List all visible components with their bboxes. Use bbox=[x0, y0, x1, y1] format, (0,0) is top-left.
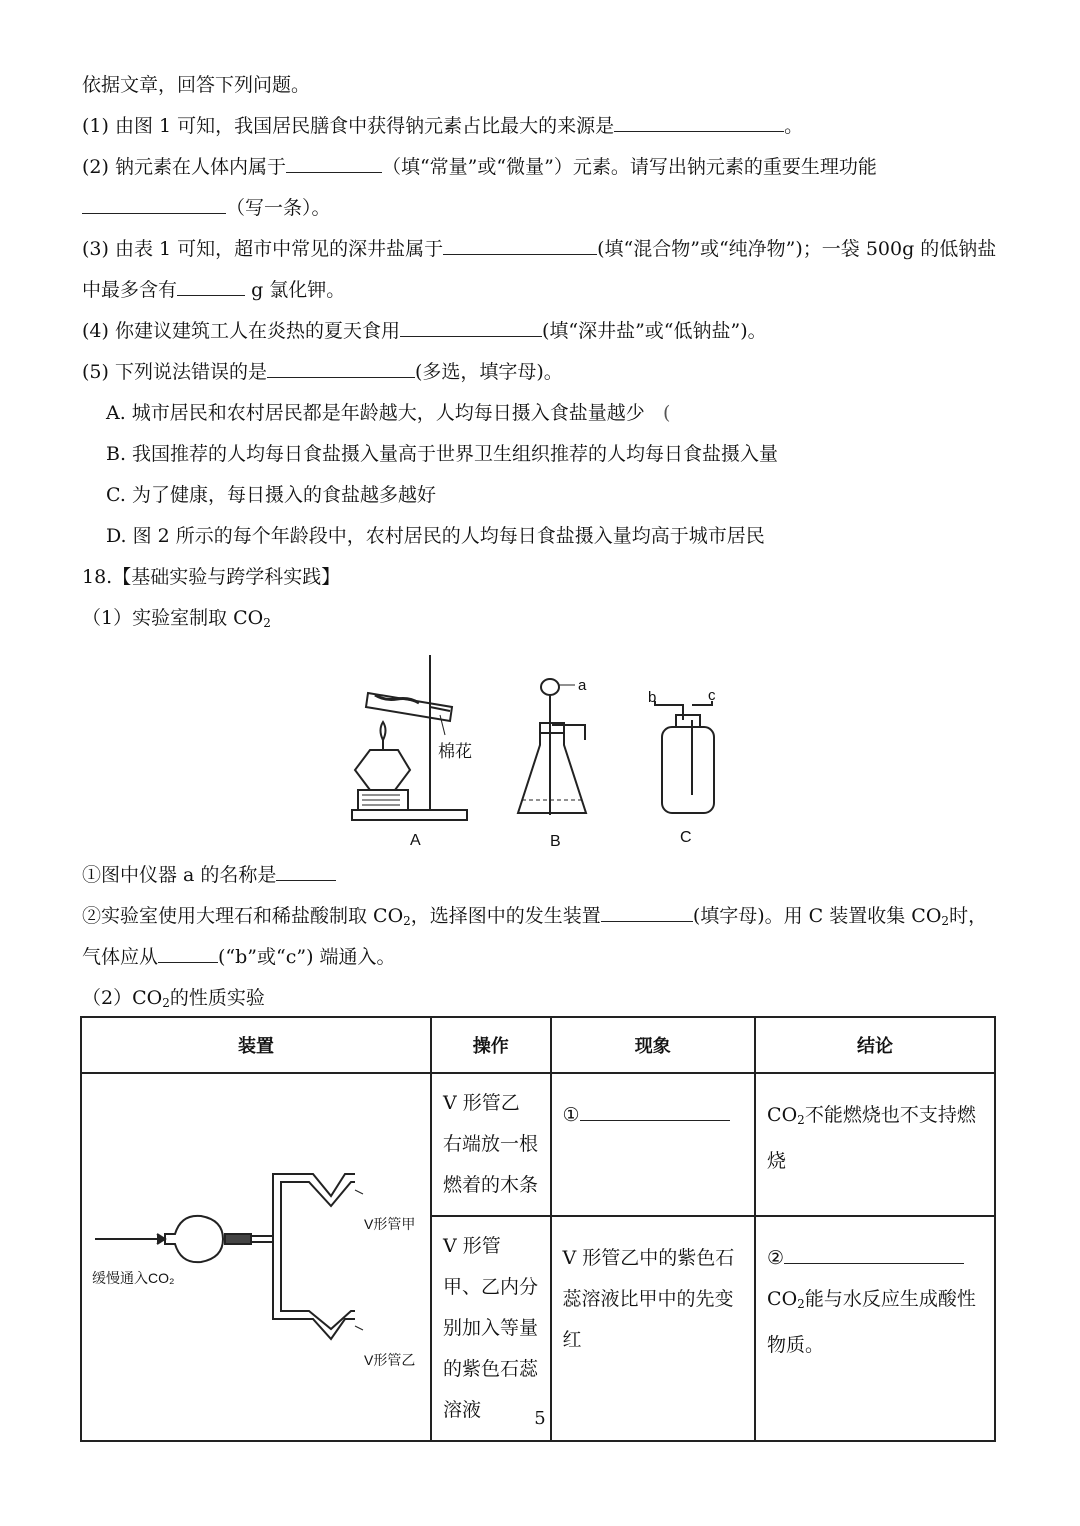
label-b: B bbox=[550, 833, 561, 850]
question-5: (5) 下列说法错误的是 (多选，填字母)。 bbox=[82, 361, 563, 383]
question-3-line2: 中最多含有 g 氯化钾。 bbox=[82, 279, 346, 301]
apparatus-figure bbox=[340, 645, 760, 855]
question-1: (1) 由图 1 可知，我国居民膳食中获得钠元素占比最大的来源是 。 bbox=[82, 115, 804, 137]
answer-blank-18-2b[interactable] bbox=[158, 944, 218, 963]
funnel-bulb bbox=[541, 679, 559, 695]
label-c: C bbox=[680, 829, 692, 846]
question-3: (3) 由表 1 可知，超市中常见的深井盐属于 (填“混合物”或“纯净物”)；一袋 500g 的低钠盐 bbox=[82, 238, 997, 260]
tube-jia-label: V形管甲 bbox=[364, 1216, 416, 1232]
answer-blank-2a[interactable] bbox=[286, 154, 382, 173]
experiment-table bbox=[80, 1016, 996, 1442]
answer-blank-table-1[interactable] bbox=[580, 1102, 730, 1121]
answer-blank-3a[interactable] bbox=[443, 236, 597, 255]
q18-part2: ②实验室使用大理石和稀盐酸制取 $CO_2$，选择图中的发生装置 (填字母)。用 C 装置收集 $CO_2$时， bbox=[82, 905, 988, 928]
answer-blank-2b[interactable] bbox=[82, 195, 226, 214]
question-4: (4) 你建议建筑工人在炎热的夏天食用 (填“深井盐”或“低钠盐”)。 bbox=[82, 320, 767, 342]
label-b-end: b bbox=[648, 689, 657, 706]
table-header-row bbox=[81, 1017, 995, 1073]
answer-blank-table-2[interactable] bbox=[784, 1245, 964, 1264]
q18-sub1: （1）实验室制取 $CO_2$ bbox=[82, 607, 271, 630]
header-conclusion: 结论 bbox=[755, 1017, 995, 1073]
tube-yi-label: V形管乙 bbox=[364, 1352, 416, 1368]
row1-conclusion: $CO_2$不能燃烧也不支持燃烧 bbox=[755, 1073, 995, 1216]
tube-b bbox=[655, 701, 683, 720]
drying-bulb bbox=[165, 1216, 223, 1262]
apparatus-cell bbox=[81, 1073, 431, 1441]
row1-phenomenon: ① bbox=[551, 1073, 756, 1216]
v-tube-yi bbox=[273, 1236, 355, 1339]
label-instrument-a: a bbox=[578, 677, 587, 694]
q18-part2-line2: 气体应从 (“b”或“c”) 端通入。 bbox=[82, 946, 396, 968]
q18-sub2: $(2)CO_2$的性质实验 bbox=[82, 987, 265, 1010]
inlet-label: 缓慢通入CO₂ bbox=[92, 1270, 175, 1286]
table-row bbox=[81, 1073, 995, 1216]
header-phenomenon: 现象 bbox=[551, 1017, 756, 1073]
label-c-end: c bbox=[708, 687, 716, 704]
cotton-label: 棉花 bbox=[438, 742, 472, 761]
row2-phenomenon: V 形管乙中的紫色石蕊溶液比甲中的先变红 bbox=[551, 1216, 756, 1441]
option-a: A. 城市居民和农村居民都是年龄越大，人均每日摄入食盐量越少 ( bbox=[106, 402, 671, 424]
conical-flask bbox=[518, 733, 586, 813]
label-a: A bbox=[410, 832, 421, 849]
stand-base bbox=[352, 810, 467, 820]
answer-blank-18-1[interactable] bbox=[276, 862, 336, 881]
option-b: B. 我国推荐的人均每日食盐摄入量高于世界卫生组织推荐的人均每日食盐摄入量 bbox=[106, 443, 779, 465]
collection-bottle bbox=[662, 727, 714, 813]
intro-text: 依据文章，回答下列问题。 bbox=[82, 74, 311, 96]
answer-blank-1[interactable] bbox=[614, 113, 784, 132]
v-tube-apparatus bbox=[83, 1094, 429, 1420]
q18-part1: ①图中仪器 a 的名称是 bbox=[82, 862, 336, 888]
option-d: D. 图 2 所示的每个年龄段中，农村居民的人均每日食盐摄入量均高于城市居民 bbox=[106, 525, 765, 547]
answer-blank-5[interactable] bbox=[267, 359, 415, 378]
header-apparatus: 装置 bbox=[81, 1017, 431, 1073]
answer-blank-4[interactable] bbox=[400, 318, 542, 337]
apparatus-drawing bbox=[340, 645, 760, 855]
answer-blank-18-2a[interactable] bbox=[601, 903, 693, 922]
row1-operation: V 形管乙右端放一根燃着的木条 bbox=[431, 1073, 551, 1216]
question-2-line2: （写一条）。 bbox=[82, 195, 331, 221]
row2-operation: V 形管甲、乙内分别加入等量的紫色石蕊溶液 bbox=[431, 1216, 551, 1441]
question-2: (2) 钠元素在人体内属于 （填“常量”或“微量”）元素。请写出钠元素的重要生理功能 bbox=[82, 156, 877, 178]
answer-blank-3b[interactable] bbox=[177, 277, 245, 296]
alcohol-lamp bbox=[355, 750, 410, 790]
v-tube-jia bbox=[273, 1174, 355, 1242]
option-c: C. 为了健康，每日摄入的食盐越多越好 bbox=[106, 484, 436, 506]
page-number: 5 bbox=[534, 1408, 546, 1429]
q18-title: 18.【基础实验与跨学科实践】 bbox=[82, 566, 341, 588]
header-operation: 操作 bbox=[431, 1017, 551, 1073]
row2-conclusion: ② $CO_2$能与水反应生成酸性物质。 bbox=[755, 1216, 995, 1441]
